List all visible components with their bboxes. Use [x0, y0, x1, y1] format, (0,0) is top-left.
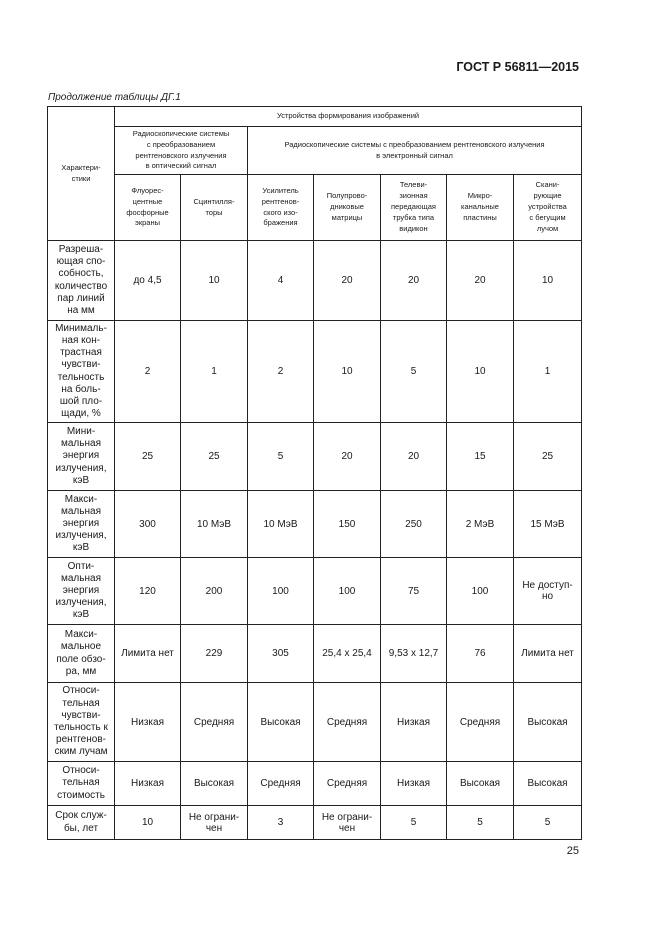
subgroup-electronic-header: Радиоскопические системы с преобразованием рентгеновского излучения в электронный сигнал	[248, 127, 582, 175]
table-cell: 5	[514, 806, 582, 840]
table-cell: 150	[314, 491, 381, 558]
table-cell: 9,53 x 12,7	[381, 625, 447, 683]
table-cell: 10 МэВ	[181, 491, 248, 558]
table-cell: до 4,5	[115, 241, 181, 321]
table-cell: Средняя	[314, 683, 381, 762]
table-cell: 100	[248, 558, 314, 625]
table-cell: 5	[381, 321, 447, 423]
row-label: Относи- тельная чувстви- тельность к рентгенов- ским лучам	[48, 683, 115, 762]
table-cell: 10	[514, 241, 582, 321]
table-row	[48, 625, 582, 683]
table-cell: 5	[248, 423, 314, 491]
row-label: Относи- тельная стоимость	[48, 762, 115, 806]
column-header: Микро- канальные пластины	[447, 175, 514, 241]
column-header: Скани- рующие устройства с бегущим лучом	[514, 175, 582, 241]
table-cell: 76	[447, 625, 514, 683]
table-cell: 5	[447, 806, 514, 840]
table-cell: 20	[381, 241, 447, 321]
row-label: Минималь- ная кон- трастная чувстви- тельность на боль- шой пло- щади, %	[48, 321, 115, 423]
table-row	[48, 491, 582, 558]
table-cell: 5	[381, 806, 447, 840]
table-cell: 20	[381, 423, 447, 491]
table-cell: 4	[248, 241, 314, 321]
table-cell: Высокая	[181, 762, 248, 806]
table-cell: 2	[248, 321, 314, 423]
table-cell: 10 МэВ	[248, 491, 314, 558]
table-cell: 100	[314, 558, 381, 625]
table-cell: 10	[181, 241, 248, 321]
column-header: Телеви- зионная передающая трубка типа видикон	[381, 175, 447, 241]
row-label: Макси- мальная энергия излучения, кэВ	[48, 491, 115, 558]
table-caption: Продолжение таблицы ДГ.1	[48, 92, 181, 103]
table-cell: 25	[181, 423, 248, 491]
table-cell: Лимита нет	[514, 625, 582, 683]
table-cell: 2 МэВ	[447, 491, 514, 558]
table-cell: 3	[248, 806, 314, 840]
table-cell: 15 МэВ	[514, 491, 582, 558]
column-header: Усилитель рентгенов- ского изо- бражения	[248, 175, 314, 241]
row-label: Разреша- ющая спо- собность, количество пар линий на мм	[48, 241, 115, 321]
characteristics-table	[47, 106, 582, 840]
characteristics-header: Характери- стики	[48, 107, 115, 241]
table-cell: 200	[181, 558, 248, 625]
table-cell: Низкая	[381, 683, 447, 762]
table-cell: Высокая	[514, 762, 582, 806]
table-cell: Средняя	[248, 762, 314, 806]
row-label: Мини- мальная энергия излучения, кэВ	[48, 423, 115, 491]
table-cell: 250	[381, 491, 447, 558]
table-cell: Лимита нет	[115, 625, 181, 683]
column-header: Флуорес- центные фосфорные экраны	[115, 175, 181, 241]
column-header: Полупрово- дниковые матрицы	[314, 175, 381, 241]
table-cell: 20	[447, 241, 514, 321]
table-cell: 75	[381, 558, 447, 625]
table-cell: 1	[514, 321, 582, 423]
table-cell: Низкая	[115, 683, 181, 762]
row-label: Макси- мальное поле обзо- ра, мм	[48, 625, 115, 683]
table-cell: 25,4 x 25,4	[314, 625, 381, 683]
table-row	[48, 321, 582, 423]
table-cell: Низкая	[381, 762, 447, 806]
group-header: Устройства формирования изображений	[115, 107, 582, 127]
table-cell: Средняя	[181, 683, 248, 762]
row-label: Опти- мальная энергия излучения, кэВ	[48, 558, 115, 625]
column-header: Сцинтилля- торы	[181, 175, 248, 241]
table-cell: 1	[181, 321, 248, 423]
table-cell: 120	[115, 558, 181, 625]
table-cell: Не ограни- чен	[314, 806, 381, 840]
page-number: 25	[566, 845, 579, 857]
table-cell: 300	[115, 491, 181, 558]
table-cell: 25	[514, 423, 582, 491]
table-cell: 15	[447, 423, 514, 491]
table-cell: 20	[314, 241, 381, 321]
table-row	[48, 762, 582, 806]
table-cell: 229	[181, 625, 248, 683]
table-row	[48, 806, 582, 840]
table-cell: 305	[248, 625, 314, 683]
table-cell: 100	[447, 558, 514, 625]
table-cell: 10	[447, 321, 514, 423]
table-row	[48, 423, 582, 491]
table-cell: 10	[115, 806, 181, 840]
table-cell: 2	[115, 321, 181, 423]
table-cell: Высокая	[514, 683, 582, 762]
row-label: Срок служ- бы, лет	[48, 806, 115, 840]
table-cell: Высокая	[248, 683, 314, 762]
table-row	[48, 683, 582, 762]
table-cell: Низкая	[115, 762, 181, 806]
table-cell: Высокая	[447, 762, 514, 806]
table-cell: Не ограни- чен	[181, 806, 248, 840]
table-row	[48, 241, 582, 321]
table-cell: Средняя	[314, 762, 381, 806]
table-row	[48, 558, 582, 625]
table-cell: 10	[314, 321, 381, 423]
table-cell: Средняя	[447, 683, 514, 762]
table-cell: 25	[115, 423, 181, 491]
table-cell: Не доступ- но	[514, 558, 582, 625]
table-cell: 20	[314, 423, 381, 491]
subgroup-optical-header: Радиоскопические системы с преобразованием рентгеновского излучения в оптический сигнал	[115, 127, 248, 175]
standard-code: ГОСТ Р 56811—2015	[456, 60, 579, 74]
